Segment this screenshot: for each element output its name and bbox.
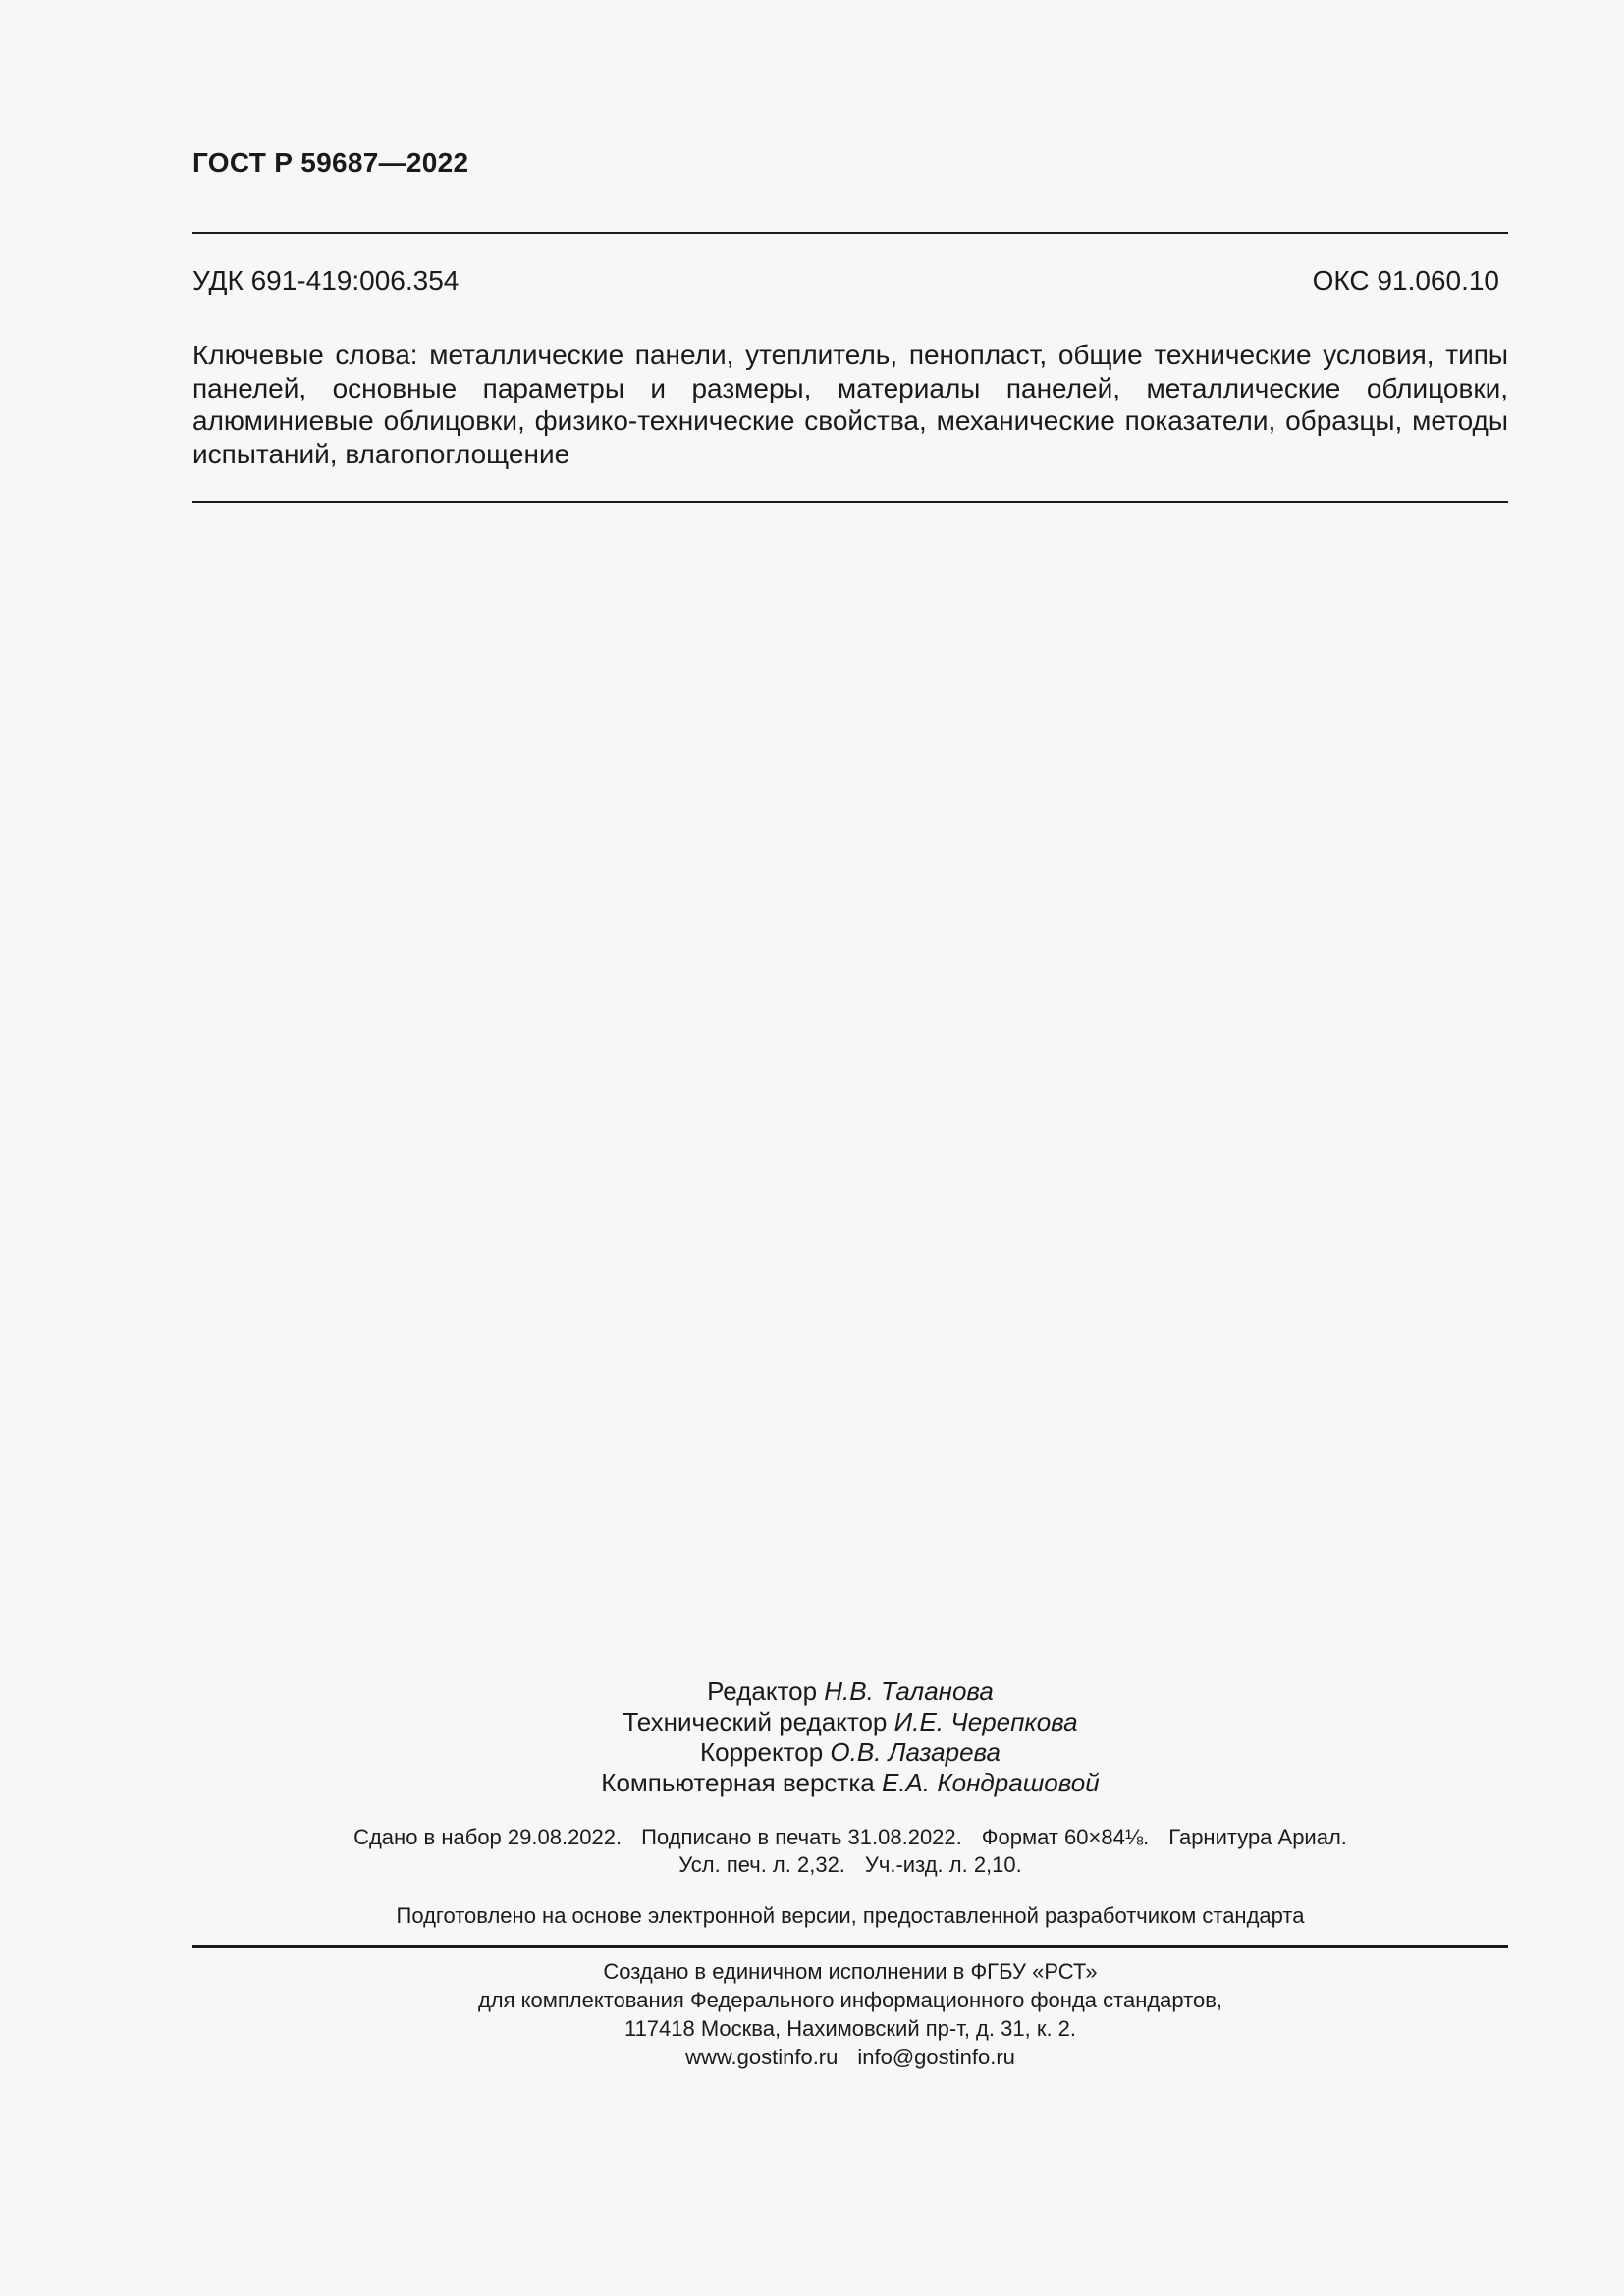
divider-keywords bbox=[192, 501, 1508, 503]
publisher-footer bbox=[192, 1957, 1508, 2071]
credit-person: Е.А. Кондрашовой bbox=[881, 1768, 1100, 1797]
prepared-note: Подготовлено на основе электронной версии, предоставленной разработчиком стандарта bbox=[396, 1903, 1305, 1928]
imprint-format: Формат 60×84⅛. bbox=[981, 1825, 1150, 1849]
credit-person: О.В. Лазарева bbox=[830, 1737, 1001, 1767]
credit-person: Н.В. Таланова bbox=[824, 1677, 994, 1706]
footer-address: 117418 Москва, Нахимовский пр-т, д. 31, к. 2. bbox=[623, 2016, 1077, 2041]
credit-role: Компьютерная верстка bbox=[601, 1768, 875, 1797]
credits-block bbox=[192, 1677, 1508, 1798]
document-code: ГОСТ Р 59687—2022 bbox=[192, 147, 469, 178]
udk-code: УДК 691-419:006.354 bbox=[192, 265, 460, 295]
footer-line-2: для комплектования Федерального информационного фонда стандартов, bbox=[477, 1988, 1223, 2012]
oks-code: ОКС 91.060.10 bbox=[1312, 265, 1499, 295]
divider-top bbox=[192, 232, 1508, 234]
imprint-block bbox=[192, 1824, 1508, 1879]
credit-technical-editor bbox=[192, 1707, 1508, 1737]
footer-line-1: Создано в единичном исполнении в ФГБУ «РСТ» bbox=[603, 1959, 1098, 1984]
imprint-signed-date: Подписано в печать 31.08.2022. bbox=[641, 1825, 962, 1849]
imprint-publisher-sheets: Уч.-изд. л. 2,10. bbox=[864, 1852, 1022, 1877]
imprint-line-1 bbox=[192, 1824, 1508, 1851]
credit-role: Корректор bbox=[699, 1737, 824, 1767]
keywords-paragraph: Ключевые слова: металлические панели, утеплитель, пенопласт, общие технические условия, типы панелей, основные параметры и размеры, материалы панелей, металлические облицовки, алюминиевые облицовки, физико-технические свойства, механические показатели, образцы, методы испытаний, влагопоглощение bbox=[192, 340, 1508, 469]
credit-layout bbox=[192, 1768, 1508, 1798]
credit-role: Технический редактор bbox=[623, 1707, 888, 1736]
credit-person: И.Е. Черепкова bbox=[893, 1707, 1078, 1736]
imprint-typeface: Гарнитура Ариал. bbox=[1168, 1825, 1347, 1849]
footer-contacts bbox=[192, 2043, 1508, 2071]
imprint-typeset-date: Сдано в набор 29.08.2022. bbox=[353, 1825, 623, 1849]
footer-email-link[interactable]: info@gostinfo.ru bbox=[857, 2045, 1015, 2069]
footer-website-link[interactable]: www.gostinfo.ru bbox=[685, 2045, 839, 2069]
divider-footer bbox=[192, 1945, 1508, 1948]
credit-editor bbox=[192, 1677, 1508, 1707]
imprint-print-sheets: Усл. печ. л. 2,32. bbox=[678, 1852, 845, 1877]
credit-proofreader bbox=[192, 1737, 1508, 1768]
imprint-line-2 bbox=[192, 1851, 1508, 1879]
credit-role: Редактор bbox=[707, 1677, 818, 1706]
